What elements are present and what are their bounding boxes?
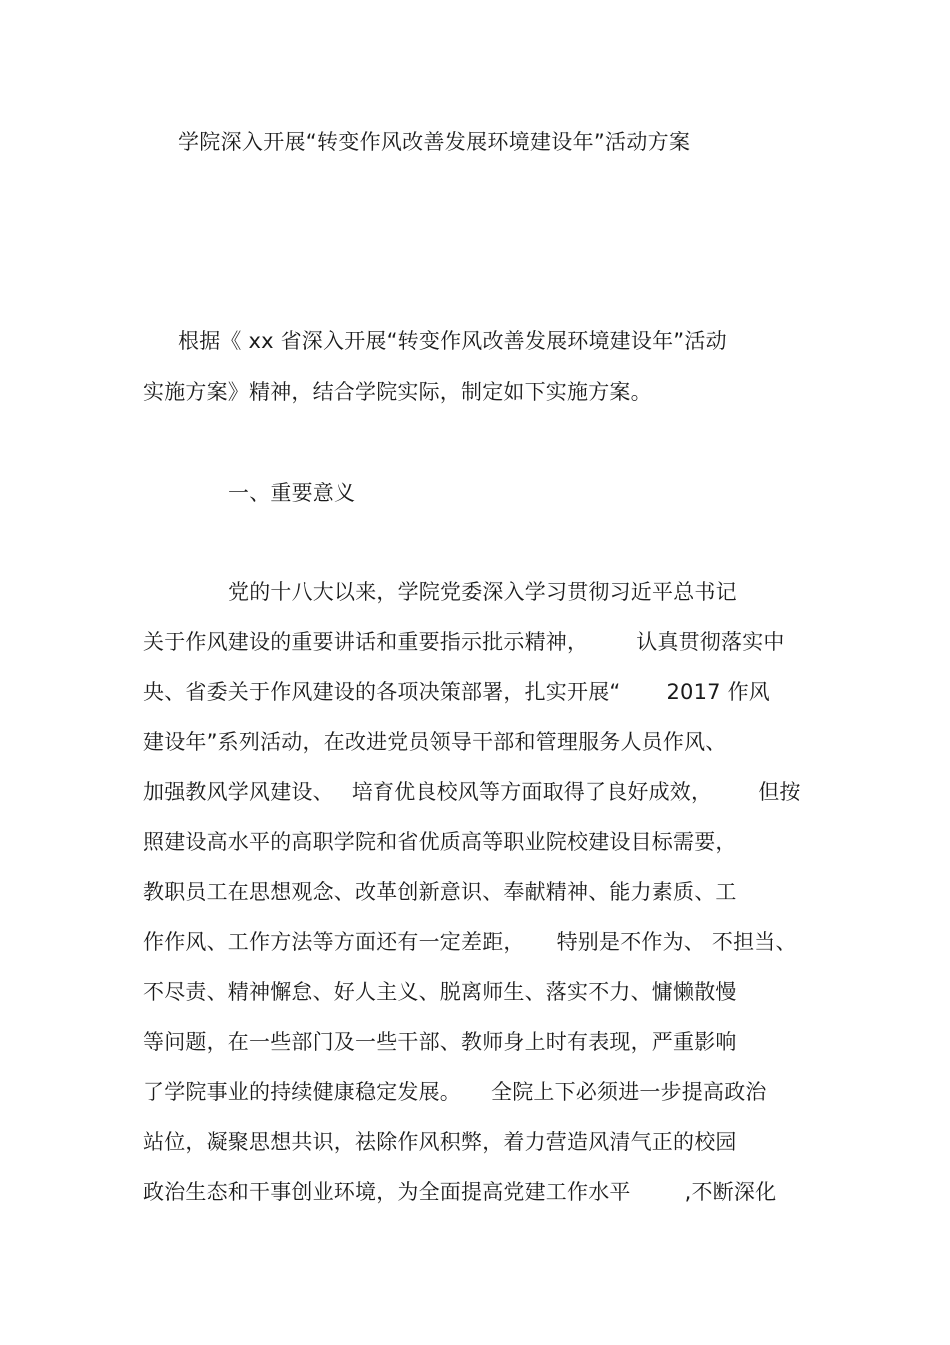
- paragraph-line: 建设年”系列活动，在改进党员领导干部和管理服务人员作风、: [143, 730, 727, 754]
- paragraph-segment: 特别是不作为、 不担当、: [556, 930, 797, 954]
- paragraph-segment: 关于作风建设的重要讲话和重要指示批示精神，: [143, 630, 589, 654]
- intro-line-1: 根据《 xx 省深入开展“转变作风改善发展环境建设年”活动: [178, 329, 727, 353]
- paragraph-line: 照建设高水平的高职学院和省优质高等职业院校建设目标需要，: [143, 830, 737, 854]
- paragraph-segment: 加强教风学风建设、: [143, 780, 334, 804]
- paragraph-line: 党的十八大以来，学院党委深入学习贯彻习近平总书记: [228, 580, 737, 604]
- paragraph-line: 等问题，在一些部门及一些干部、教师身上时有表现，严重影响: [143, 1030, 737, 1054]
- paragraph-line: [143, 1078, 767, 1106]
- paragraph-line: 不尽责、精神懈怠、好人主义、脱离师生、落实不力、慵懒散慢: [143, 980, 737, 1004]
- paragraph-segment: 但按: [758, 780, 801, 804]
- paragraph-segment: 认真贯彻落实中: [636, 630, 785, 654]
- paragraph-line: [143, 778, 801, 806]
- paragraph-line: [143, 1178, 776, 1206]
- paragraph-line: [143, 628, 785, 656]
- paragraph-segment: 央、省委关于作风建设的各项决策部署，扎实开展“: [143, 680, 621, 704]
- paragraph-segment: 2017 作风: [666, 680, 771, 704]
- paragraph-segment: ,不断深化: [684, 1180, 777, 1204]
- paragraph-line: 站位，凝聚思想共识，祛除作风积弊，着力营造风清气正的校园: [143, 1130, 737, 1154]
- paragraph-segment: 培育优良校风等方面取得了良好成效，: [351, 780, 713, 804]
- paragraph-segment: 作作风、工作方法等方面还有一定差距，: [143, 930, 525, 954]
- paragraph-segment: 了学院事业的持续健康稳定发展。: [143, 1080, 461, 1104]
- paragraph-line: [143, 928, 797, 956]
- paragraph-line: 教职员工在思想观念、改革创新意识、奉献精神、能力素质、工: [143, 880, 737, 904]
- paragraph-segment: 全院上下必须进一步提高政治: [491, 1080, 767, 1104]
- paragraph-segment: 政治生态和干事创业环境，为全面提高党建工作水平: [143, 1180, 631, 1204]
- paragraph-line: [143, 678, 770, 706]
- document-title: 学院深入开展“转变作风改善发展环境建设年”活动方案: [178, 130, 691, 154]
- section-heading: 一、重要意义: [228, 481, 356, 505]
- intro-line-2: 实施方案》精神，结合学院实际，制定如下实施方案。: [143, 380, 652, 404]
